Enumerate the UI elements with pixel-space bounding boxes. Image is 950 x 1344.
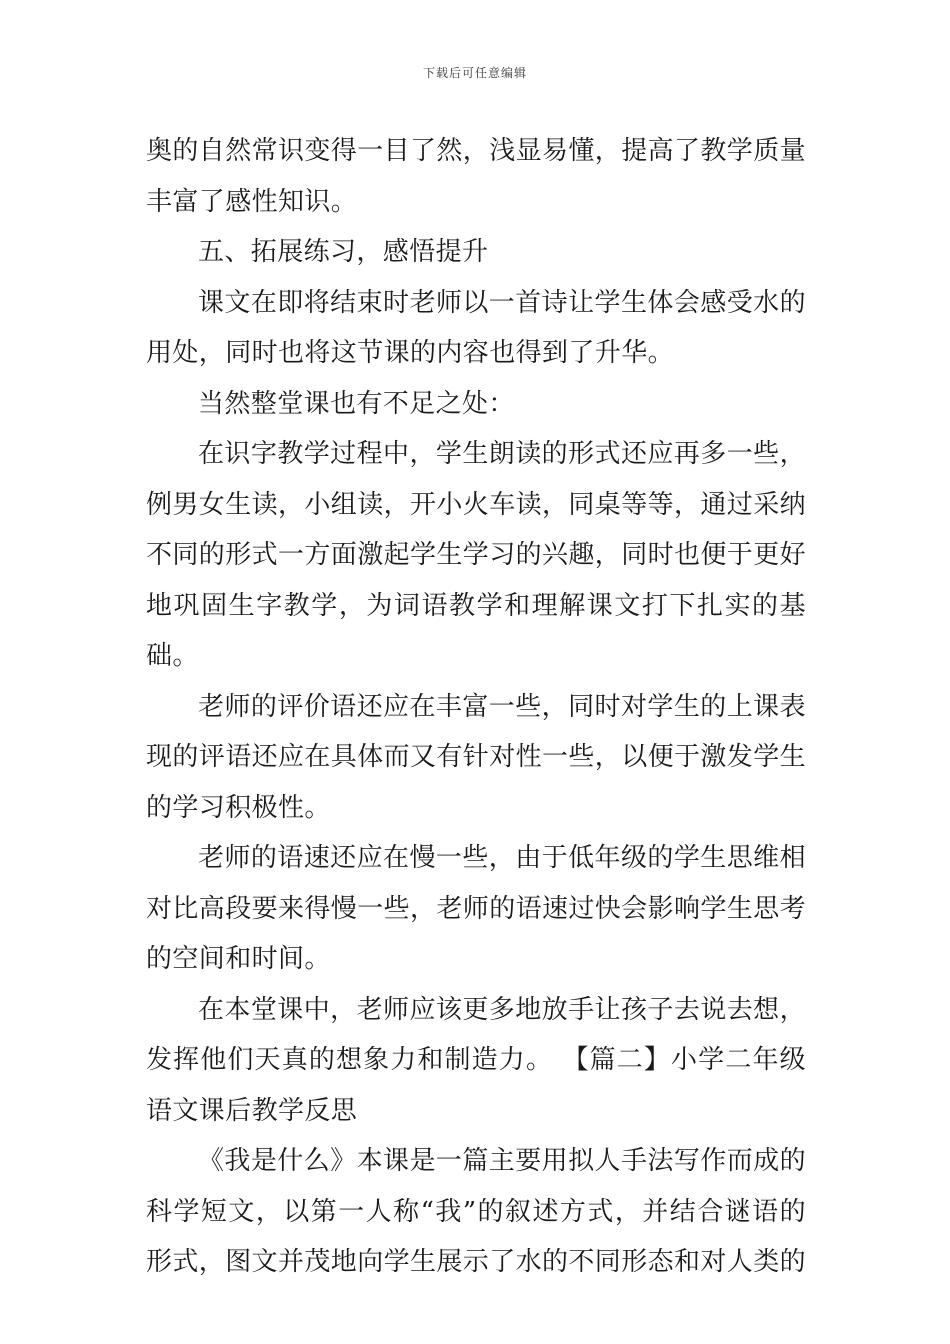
- section-heading: 五、拓展练习，感悟提升: [198, 237, 489, 267]
- paragraph-3: 课文在即将结束时老师以一首诗让学生体会感受水的用处，同时也将这节课的内容也得到了升华。: [146, 287, 806, 368]
- paragraph-1: 奥的自然常识变得一目了然，浅显易懂，提高了教学质量丰富了感性知识。: [146, 136, 807, 217]
- document-body: [146, 126, 806, 1288]
- paragraph-9: 《我是什么》本课是一篇主要用拟人手法写作而成的科学短文，以第一人称“我”的叙述方式，并结合谜语的形式，图文并茂地向学生展示了水的不同形态和对人类的: [146, 1146, 807, 1277]
- paragraph-6: 老师的评价语还应在丰富一些，同时对学生的上课表现的评语还应在具体而又有针对性一些，以便于激发学生的学习积极性。: [146, 691, 807, 823]
- paragraph-7: 老师的语速还应在慢一些，由于低年级的学生思维相对比高段要来得慢一些，老师的语速过快会影响学生思考的空间和时间。: [146, 843, 807, 974]
- paragraph-4: 当然整堂课也有不足之处：: [198, 388, 515, 419]
- paragraph-8: 在本堂课中，老师应该更多地放手让孩子去说去想，发挥他们天真的想象力和制造力。 【篇二】小学二年级语文课后教学反思: [146, 994, 806, 1126]
- page-header: 下载后可任意编辑: [422, 66, 527, 80]
- paragraph-5: 在识字教学过程中，学生朗读的形式还应再多一些，例男女生读，小组读，开小火车读，同桌等等，通过采纳不同的形式一方面激起学生学习的兴趣，同时也便于更好地巩固生字教学，为词语教学和理解课文打下扎实的基础。: [146, 439, 807, 671]
